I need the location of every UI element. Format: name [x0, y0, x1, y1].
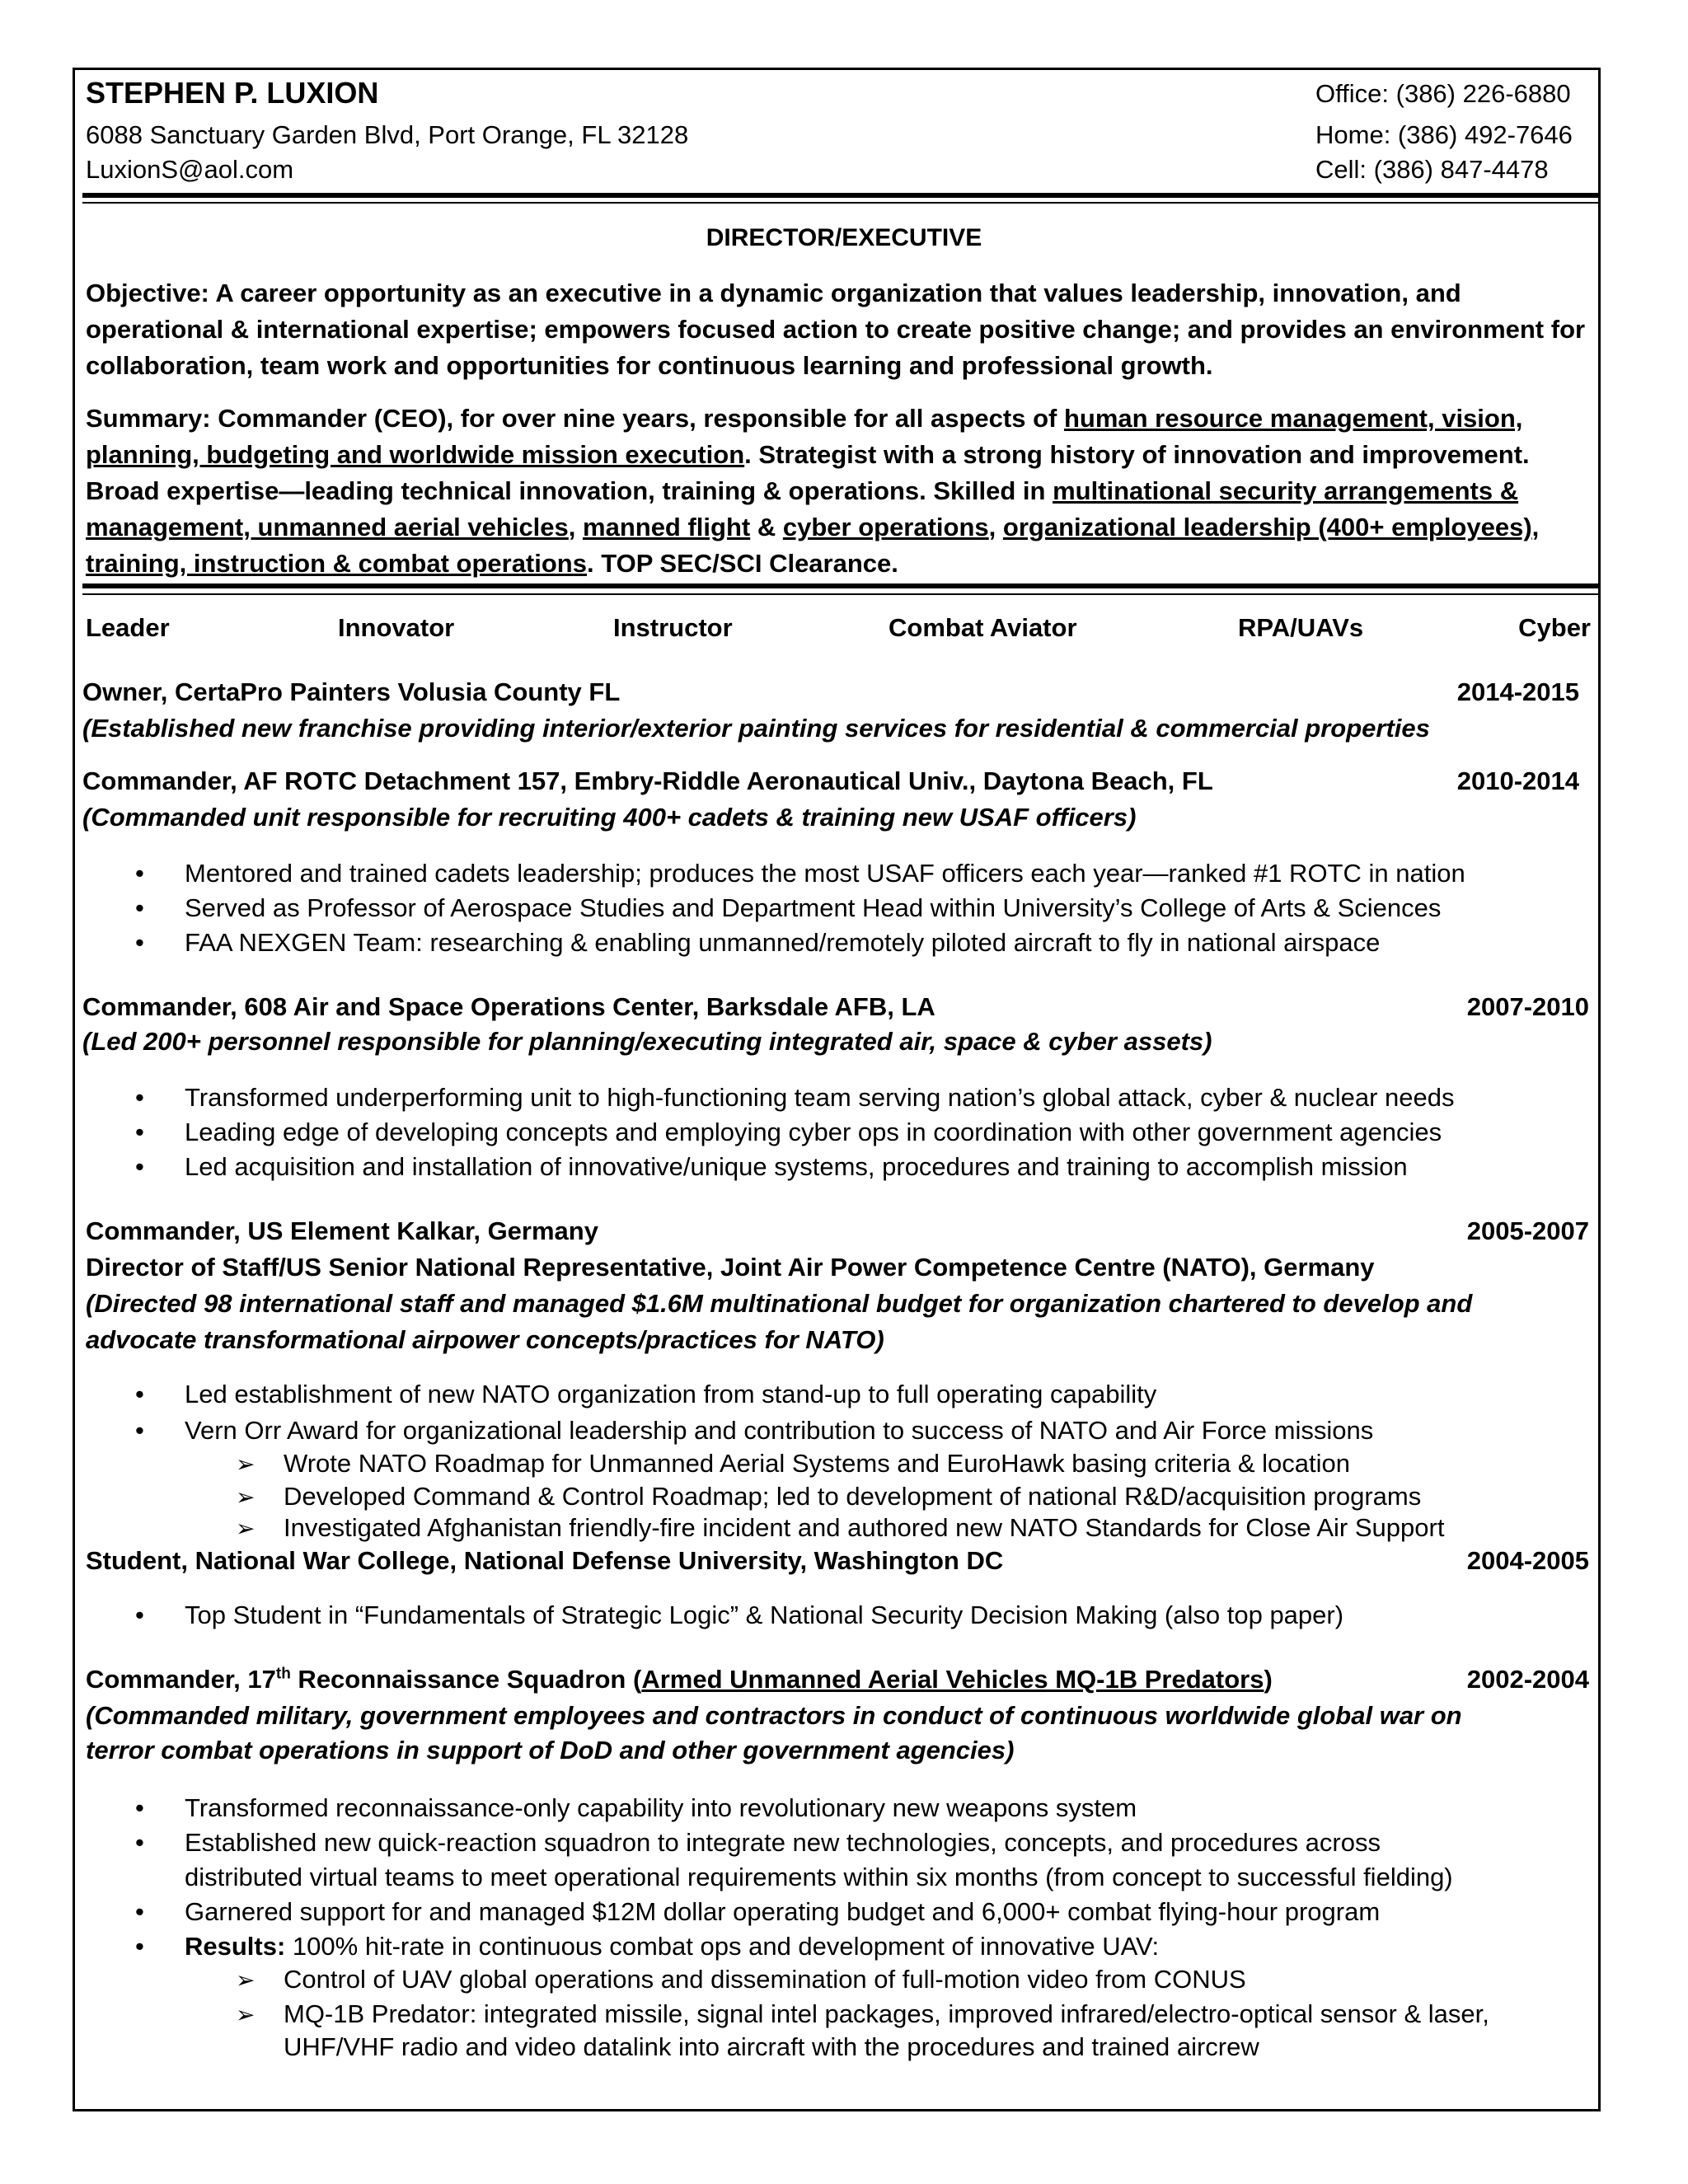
candidate-name: STEPHEN P. LUXION: [86, 76, 379, 110]
address: 6088 Sanctuary Garden Blvd, Port Orange, FL 32128: [86, 120, 689, 149]
bullet-glyph: •: [135, 1416, 144, 1445]
sub-list-item: Developed Command & Control Roadmap; led to development of national R&D/acquisition programs: [284, 1482, 1422, 1511]
job-title-heading: DIRECTOR/EXECUTIVE: [706, 224, 982, 251]
bullet-glyph: •: [135, 1152, 144, 1181]
sub-list-item-continuation: UHF/VHF radio and video datalink into aircraft with the procedures and trained aircrew: [284, 2032, 1259, 2061]
arrow-bullet-icon: ➢: [236, 1967, 256, 1993]
bullet-glyph: •: [135, 1601, 144, 1629]
job-desc-recon-line2: terror combat operations in support of DoD and other government agencies): [86, 1736, 1015, 1765]
job-title-certapro: Owner, CertaPro Painters Volusia County FL: [82, 677, 621, 706]
list-item: Mentored and trained cadets leadership; produces the most USAF officers each year—ranked #1 ROTC in nation: [185, 859, 1465, 888]
home-phone: Home: (386) 492-7646: [1315, 120, 1573, 149]
cell-phone: Cell: (386) 847-4478: [1315, 155, 1549, 184]
job-subtitle-kalkar: Director of Staff/US Senior National Representative, Joint Air Power Competence Centre (NATO), Germany: [86, 1253, 1375, 1282]
summary-divider-thin: [82, 593, 1599, 595]
job-dates-nwc: 2004-2005: [1466, 1546, 1589, 1575]
bullet-glyph: •: [135, 1118, 144, 1146]
bullet-glyph: •: [135, 1083, 144, 1112]
bullet-glyph: •: [135, 1932, 144, 1961]
list-item-results: Results: 100% hit-rate in continuous combat ops and development of innovative UAV:: [185, 1932, 1160, 1961]
bullet-glyph: •: [135, 1793, 144, 1822]
job-desc-kalkar-line1: (Directed 98 international staff and managed $1.6M multinational budget for organization chartered to develop and: [86, 1289, 1473, 1318]
bullet-glyph: •: [135, 1380, 144, 1408]
list-item: Led establishment of new NATO organization from stand-up to full operating capability: [185, 1380, 1157, 1408]
list-item: Transformed reconnaissance-only capability into revolutionary new weapons system: [185, 1793, 1137, 1822]
summary-divider: [82, 583, 1599, 588]
arrow-bullet-icon: ➢: [236, 1451, 256, 1477]
job-dates-aoc: 2007-2010: [1466, 992, 1589, 1021]
keyword-instructor: Instructor: [613, 613, 733, 642]
keyword-rpa-uavs: RPA/UAVs: [1238, 613, 1364, 642]
sub-list-item: Wrote NATO Roadmap for Unmanned Aerial Systems and EuroHawk basing criteria & location: [284, 1449, 1350, 1478]
office-phone: Office: (386) 226-6880: [1315, 79, 1571, 108]
job-title-rotc: Commander, AF ROTC Detachment 157, Embry-Riddle Aeronautical Univ., Daytona Beach, FL: [82, 766, 1213, 795]
summary-paragraph: Summary: Commander (CEO), for over nine years, responsible for all aspects of human resource management, vision, planning, budgeting and worldwide mission execution. Strategist with a strong history of innovation and improvement. Broad expertise—leading technical innovation, training & operations. Skilled in multinational security arrangements & management, unmanned aerial vehicles, manned flight & cyber operations, organizational leadership (400+ employees), training, instruction & combat operations. TOP SEC/SCI Clearance.: [86, 404, 1540, 578]
job-dates-kalkar: 2005-2007: [1466, 1216, 1589, 1245]
list-item: Served as Professor of Aerospace Studies and Department Head within University’s College of Arts & Sciences: [185, 893, 1442, 922]
sub-list-item: MQ-1B Predator: integrated missile, signal intel packages, improved infrared/electro-optical sensor & laser,: [284, 1999, 1489, 2028]
keyword-combat-aviator: Combat Aviator: [889, 613, 1077, 642]
job-desc-certapro: (Established new franchise providing interior/exterior painting services for residential & commercial properties: [82, 714, 1430, 743]
list-item: Vern Orr Award for organizational leadership and contribution to success of NATO and Air Force missions: [185, 1416, 1374, 1445]
job-desc-kalkar-line2: advocate transformational airpower concepts/practices for NATO): [86, 1325, 884, 1354]
email-link[interactable]: LuxionS@aol.com: [86, 155, 294, 184]
bullet-glyph: •: [135, 1897, 144, 1926]
list-item-continuation: distributed virtual teams to meet operational requirements within six months (from concept to successful fielding): [185, 1863, 1453, 1891]
list-item: Top Student in “Fundamentals of Strategic Logic” & National Security Decision Making (also top paper): [185, 1601, 1344, 1629]
job-title-kalkar: Commander, US Element Kalkar, Germany: [86, 1216, 598, 1245]
list-item: Led acquisition and installation of innovative/unique systems, procedures and training to accomplish mission: [185, 1152, 1408, 1181]
list-item: Transformed underperforming unit to high-functioning team serving nation’s global attack, cyber & nuclear needs: [185, 1083, 1455, 1112]
job-desc-recon-line1: (Commanded military, government employees and contractors in conduct of continuous worldwide global war on: [86, 1701, 1462, 1730]
keyword-innovator: Innovator: [338, 613, 455, 642]
list-item: Leading edge of developing concepts and employing cyber ops in coordination with other government agencies: [185, 1118, 1442, 1146]
job-desc-aoc: (Led 200+ personnel responsible for planning/executing integrated air, space & cyber assets): [82, 1027, 1212, 1056]
sub-list-item: Control of UAV global operations and dissemination of full-motion video from CONUS: [284, 1965, 1246, 1994]
list-item: Garnered support for and managed $12M dollar operating budget and 6,000+ combat flying-hour program: [185, 1897, 1381, 1926]
arrow-bullet-icon: ➢: [236, 1484, 256, 1510]
job-title-nwc: Student, National War College, National Defense University, Washington DC: [86, 1546, 1004, 1575]
bullet-glyph: •: [135, 859, 144, 888]
header-divider: [82, 193, 1599, 198]
job-dates-rotc: 2010-2014: [1456, 766, 1579, 795]
bullet-glyph: •: [135, 893, 144, 922]
job-title-aoc: Commander, 608 Air and Space Operations Center, Barksdale AFB, LA: [82, 992, 935, 1021]
keyword-cyber: Cyber: [1518, 613, 1591, 642]
bullet-glyph: •: [135, 928, 144, 957]
keyword-leader: Leader: [86, 613, 170, 642]
job-dates-recon: 2002-2004: [1466, 1665, 1589, 1694]
objective-paragraph: Objective: A career opportunity as an executive in a dynamic organization that values leadership, innovation, and operational & international expertise; empowers focused action to create positive change; and provides an environment for collaboration, team work and opportunities for continuous learning and professional growth.: [86, 279, 1586, 380]
job-dates-certapro: 2014-2015: [1456, 677, 1579, 706]
list-item: Established new quick-reaction squadron to integrate new technologies, concepts, and procedures across: [185, 1828, 1381, 1857]
list-item: FAA NEXGEN Team: researching & enabling unmanned/remotely piloted aircraft to fly in national airspace: [185, 928, 1381, 957]
sub-list-item: Investigated Afghanistan friendly-fire incident and authored new NATO Standards for Close Air Support: [284, 1513, 1445, 1542]
job-desc-rotc: (Commanded unit responsible for recruiting 400+ cadets & training new USAF officers): [82, 803, 1137, 832]
job-title-recon: Commander, 17th Reconnaissance Squadron (Armed Unmanned Aerial Vehicles MQ-1B Predators): [86, 1665, 1273, 1694]
arrow-bullet-icon: ➢: [236, 1516, 256, 1541]
header-divider-thin: [82, 202, 1599, 204]
bullet-glyph: •: [135, 1828, 144, 1857]
arrow-bullet-icon: ➢: [236, 2002, 256, 2027]
